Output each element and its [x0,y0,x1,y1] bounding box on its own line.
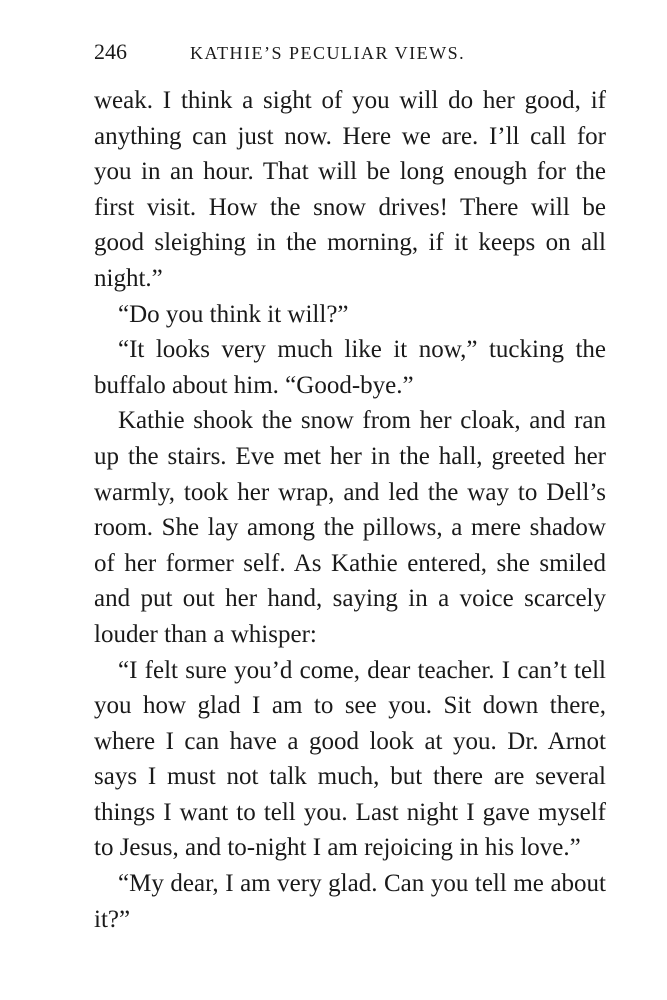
paragraph: “Do you think it will?” [118,300,349,328]
paragraph: “It looks very much like it now,” tucking the buffalo about him. “Good-bye.” [94,336,606,399]
running-title: KATHIE’S PECULIAR VIEWS. [190,43,466,63]
page-number: 246 [94,39,127,64]
running-head [94,30,606,74]
book-page [94,30,606,937]
paragraph: “I felt sure you’d come, dear teacher. I can’t tell you how glad I am to see you. Sit down there, where I can have a good look at you. Dr. Arnot says I must not talk much, but there are several things I want to tell you. Last night I gave myself to Jesus, and to-night I am rejoicing in his love.” [94,656,606,862]
paragraph: weak. I think a sight of you will do her good, if anything can just now. Here we are. I’ll call for you in an hour. That will be long enough for the first visit. How the snow drives! There will be good sleighing in the morning, if it keeps on all night.” [94,87,606,292]
paragraph: “My dear, I am very glad. Can you tell me about it?” [94,870,606,933]
body-text [94,83,606,937]
paragraph: Kathie shook the snow from her cloak, and ran up the stairs. Eve met her in the hall, greeted her warmly, took her wrap, and led the way to Dell’s room. She lay among the pillows, a mere shadow of her former self. As Kathie entered, she smiled and put out her hand, saying in a voice scarcely louder than a whisper: [94,407,606,648]
